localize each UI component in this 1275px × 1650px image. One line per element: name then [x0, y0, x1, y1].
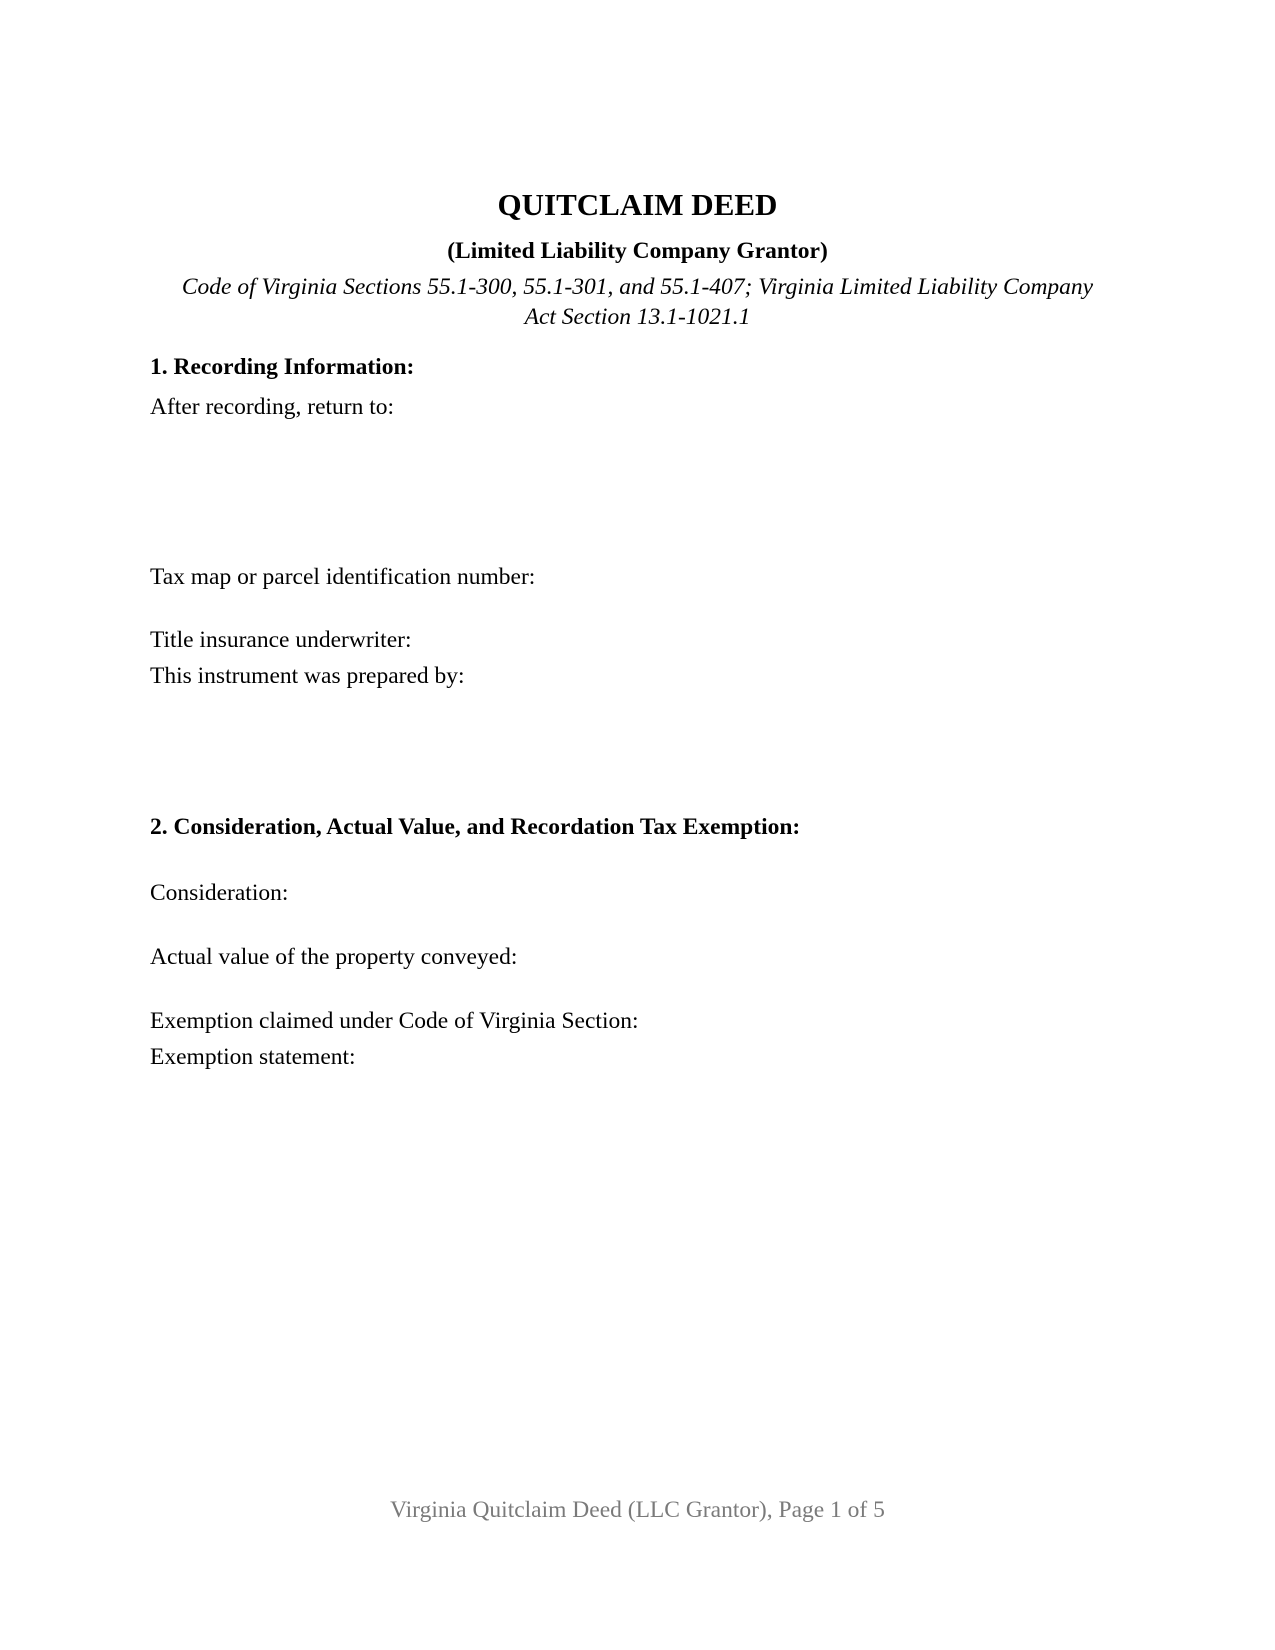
tax-map-label: Tax map or parcel identification number:	[150, 564, 536, 590]
title-insurance-label: Title insurance underwriter:	[150, 627, 412, 653]
prepared-by-label: This instrument was prepared by:	[150, 663, 465, 689]
section-2-heading: 2. Consideration, Actual Value, and Recordation Tax Exemption:	[150, 814, 801, 840]
consideration-label: Consideration:	[150, 880, 289, 906]
document-subtitle: (Limited Liability Company Grantor)	[447, 238, 828, 264]
exemption-section-label: Exemption claimed under Code of Virginia Section:	[150, 1008, 639, 1034]
document-title: QUITCLAIM DEED	[497, 187, 778, 222]
exemption-statement-label: Exemption statement:	[150, 1044, 356, 1070]
statutory-citation: Code of Virginia Sections 55.1-300, 55.1-301, and 55.1-407; Virginia Limited Liability Company Act Section 13.1-1021.1	[181, 274, 1094, 330]
return-to-label: After recording, return to:	[150, 394, 395, 420]
page-footer: Virginia Quitclaim Deed (LLC Grantor), Page 1 of 5	[390, 1497, 885, 1523]
section-1-heading: 1. Recording Information:	[150, 354, 415, 380]
actual-value-label: Actual value of the property conveyed:	[150, 944, 518, 970]
